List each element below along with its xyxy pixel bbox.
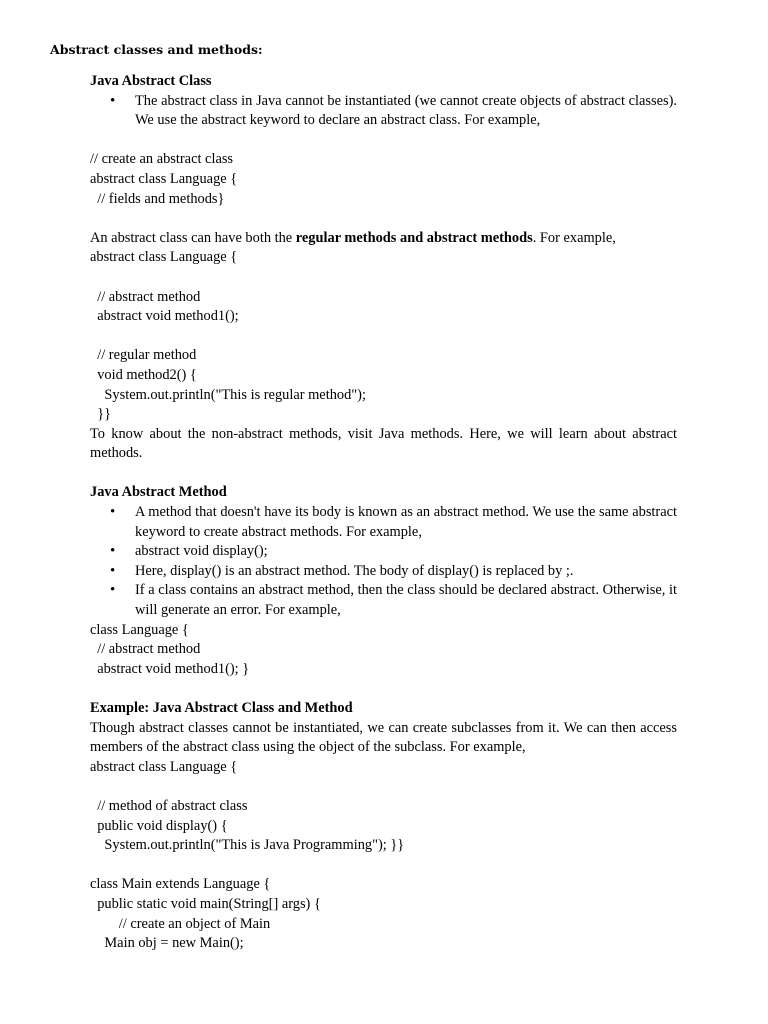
code-line: abstract void method1(); } — [90, 660, 250, 677]
document-body — [90, 72, 677, 954]
code-block — [90, 288, 677, 327]
bullet-item — [90, 562, 677, 582]
code-block — [90, 797, 677, 856]
code-line: void method2() { — [90, 366, 197, 383]
code-line: public void display() { — [90, 817, 228, 834]
code-line: // abstract method — [90, 641, 201, 658]
code-line: System.out.println("This is Java Programming"); }} — [90, 837, 405, 854]
bullet-dot-icon: • — [110, 543, 116, 560]
section-heading-abstract-method: Java Abstract Method — [90, 484, 227, 501]
code-line: // fields and methods} — [90, 190, 225, 207]
paragraph: Though abstract classes cannot be instantiated, we can create subclasses from it. We can then access members of the abstract class using the object of the subclass. For example, — [90, 719, 677, 756]
code-line: }} — [90, 406, 112, 423]
bullet-dot-icon: • — [110, 92, 116, 109]
code-block — [90, 346, 677, 424]
code-line: // regular method — [90, 347, 197, 364]
section-heading-example: Example: Java Abstract Class and Method — [90, 700, 353, 716]
code-line: abstract class Language { — [90, 170, 238, 187]
paragraph: To know about the non-abstract methods, visit Java methods. Here, we will learn about abstract methods. — [90, 425, 677, 462]
bullet-dot-icon: • — [110, 504, 116, 521]
bullet-dot-icon: • — [110, 562, 116, 579]
bullet-text: A method that doesn't have its body is known as an abstract method. We use the same abstract keyword to create abstract methods. For example, — [135, 504, 677, 540]
bullet-list — [90, 503, 677, 621]
bullet-text: abstract void display(); — [135, 543, 268, 560]
bullet-text: Here, display() is an abstract method. The body of display() is replaced by ;. — [135, 562, 574, 579]
paragraph-text: An abstract class can have both the — [90, 229, 296, 246]
code-line: // create an object of Main — [90, 915, 271, 932]
code-line: class Main extends Language { — [90, 876, 271, 893]
bullet-item — [90, 503, 677, 542]
document-title: Abstract classes and methods: — [50, 42, 263, 57]
code-line: abstract void method1(); — [90, 308, 239, 325]
bullet-item — [90, 542, 677, 562]
code-block — [90, 150, 677, 209]
code-block — [90, 875, 677, 953]
bullet-item — [90, 581, 677, 620]
bullet-text: If a class contains an abstract method, then the class should be declared abstract. Otherwise, it will generate an error. For example, — [135, 582, 677, 619]
code-line: System.out.println("This is regular method"); — [90, 386, 366, 403]
code-line: // abstract method — [90, 288, 201, 305]
bullet-text: The abstract class in Java cannot be instantiated (we cannot create objects of abstract classes). We use the abstract keyword to declare an abstract class. For example, — [135, 92, 677, 129]
bullet-item — [90, 92, 677, 131]
paragraph-text: . For example, — [532, 229, 616, 246]
paragraph — [90, 229, 677, 249]
code-line: class Language { — [90, 621, 189, 638]
code-line: public static void main(String[] args) { — [90, 895, 321, 912]
code-line: // method of abstract class — [90, 797, 248, 814]
code-block — [90, 758, 677, 778]
code-block — [90, 621, 677, 680]
code-line: Main obj = new Main(); — [90, 935, 244, 952]
code-line: // create an abstract class — [90, 151, 234, 168]
section-heading-abstract-class: Java Abstract Class — [90, 73, 212, 89]
code-line: abstract class Language { — [90, 249, 238, 266]
code-block — [90, 248, 677, 268]
paragraph-bold-text: regular methods and abstract methods — [295, 229, 533, 246]
bullet-dot-icon: • — [110, 582, 116, 599]
code-line: abstract class Language { — [90, 758, 238, 775]
